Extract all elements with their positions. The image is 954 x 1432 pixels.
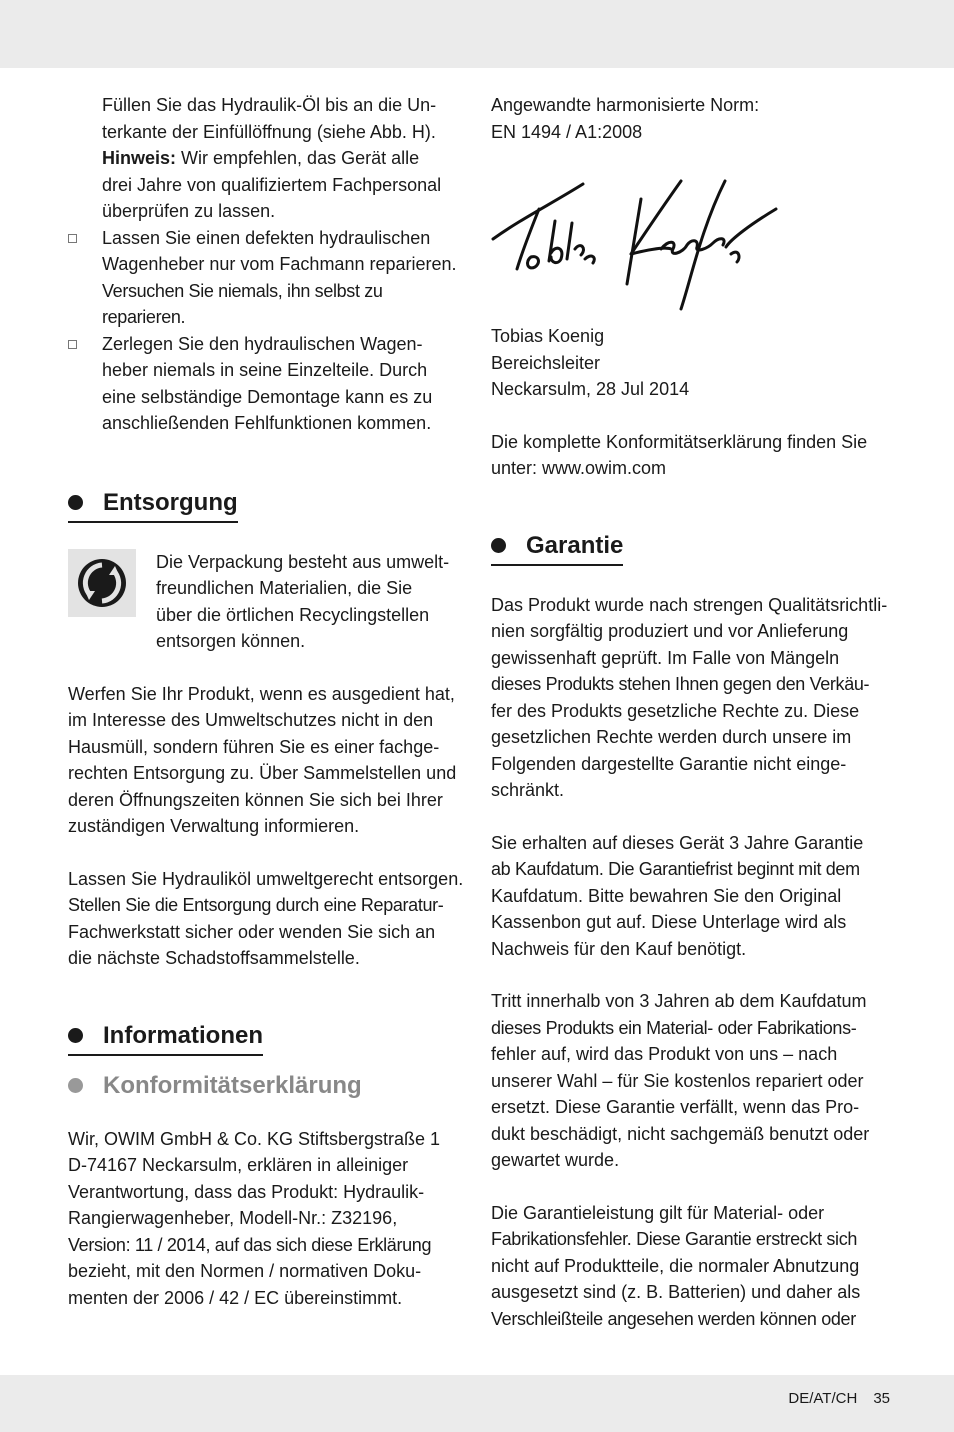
recycling-block (68, 549, 468, 655)
paragraph-line: Wir, OWIM GmbH & Co. KG Stiftsbergstraße 1 (68, 1128, 441, 1149)
paragraph-line: menten der 2006 / 42 / EC übereinstimmt. (68, 1287, 403, 1308)
paragraph-line: rechten Entsorgung zu. Über Sammelstellen und (68, 763, 457, 783)
list-item (68, 225, 468, 331)
paragraph-line: ersetzt. Diese Garantie verfällt, wenn das Pro- (491, 1097, 860, 1117)
paragraph-line: schränkt. (491, 780, 565, 800)
heading-dot-icon (68, 495, 83, 510)
paragraph-line: fehler auf, wird das Produkt von uns – nach (491, 1044, 838, 1064)
oil-paragraph (68, 866, 468, 972)
paragraph-line: Werfen Sie Ihr Produkt, wenn es ausgedient hat, (68, 683, 455, 704)
signer-place-date: Neckarsulm, 28 Jul 2014 (491, 379, 690, 399)
footer-region: DE/AT/CH (788, 1390, 858, 1407)
paragraph-line: Kaufdatum. Bitte bewahren Sie den Original (491, 885, 842, 906)
top-band (0, 0, 954, 68)
section-heading-entsorgung (68, 489, 238, 523)
bullet-square-icon (68, 340, 77, 349)
list-item-line: heber niemals in seine Einzelteile. Durch (102, 360, 428, 380)
list-item-line: Versuchen Sie niemals, ihn selbst zu reparieren. (102, 280, 383, 327)
hint-text: Wir empfehlen, das Gerät alle (176, 148, 420, 168)
subheading-text: Konformitätserklärung (103, 1071, 362, 1099)
garantie-paragraph (491, 1200, 891, 1333)
hint-line (68, 145, 468, 172)
paragraph-line: unter: www.owim.com (491, 458, 667, 478)
list-item-line: Lassen Sie einen defekten hydraulischen (102, 227, 431, 248)
paragraph-line: Fachwerkstatt sicher oder wenden Sie sich an (68, 921, 436, 942)
paragraph-line: Die Garantieleistung gilt für Material- oder (491, 1202, 825, 1223)
paragraph-line: dieses Produkts ein Material- oder Fabrikations- (491, 1017, 857, 1038)
paragraph-line: fer des Produkts gesetzliche Rechte zu. Diese (491, 700, 860, 721)
recycle-text-line: entsorgen können. (156, 631, 306, 651)
hint-line: drei Jahre von qualifiziertem Fachpersonal (102, 174, 442, 195)
bullet-square-icon (68, 234, 77, 243)
recycling-green-dot-icon (68, 549, 136, 617)
paragraph-line: Lassen Sie Hydrauliköl umweltgerecht entsorgen. (68, 868, 464, 889)
section-heading-garantie (491, 532, 623, 566)
heading-dot-icon (68, 1028, 83, 1043)
paragraph-line: Fabrikationsfehler. Diese Garantie erstreckt sich (491, 1229, 858, 1249)
paragraph-line: D-74167 Neckarsulm, erklären in alleiniger (68, 1155, 409, 1175)
paragraph-line: nien sorgfältig produziert und vor Anlieferung (491, 621, 849, 641)
paragraph-line: ab Kaufdatum. Die Garantiefrist beginnt mit dem (491, 859, 860, 879)
section-heading-informationen (68, 1022, 263, 1056)
paragraph-line: gewissenhaft geprüft. Im Falle von Mängeln (491, 647, 840, 668)
paragraph-line: gewartet wurde. (491, 1150, 620, 1170)
heading-dot-icon (68, 1078, 83, 1093)
heading-dot-icon (491, 538, 506, 553)
recycle-text-line: freundlichen Materialien, die Sie (156, 578, 413, 598)
handwritten-signature (491, 169, 791, 319)
recycle-text-line: Die Verpackung besteht aus umwelt- (156, 551, 450, 572)
paragraph-line: bezieht, mit den Normen / normativen Doku- (68, 1261, 422, 1281)
paragraph-line: dieses Produkts stehen Ihnen gegen den Verkäu- (491, 674, 870, 694)
garantie-paragraph (491, 830, 891, 963)
hint-line: überprüfen zu lassen. (102, 201, 276, 221)
page-number: 35 (873, 1390, 890, 1407)
paragraph-line: ausgesetzt sind (z. B. Batterien) und daher als (491, 1282, 861, 1302)
paragraph-line: unserer Wahl – für Sie kostenlos repariert oder (491, 1070, 864, 1091)
section-heading-text: Garantie (526, 531, 624, 559)
paragraph-line: Hausmüll, sondern führen Sie es einer fachge- (68, 736, 440, 757)
dispose-paragraph (68, 681, 468, 840)
paragraph-line: die nächste Schadstoffsammelstelle. (68, 948, 360, 968)
paragraph-line: Sie erhalten auf dieses Gerät 3 Jahre Garantie (491, 832, 864, 853)
paragraph-line: Tritt innerhalb von 3 Jahren ab dem Kaufdatum (491, 991, 867, 1011)
list-item-line: anschließenden Fehlfunktionen kommen. (102, 413, 432, 433)
section-heading-text: Informationen (103, 1021, 263, 1049)
paragraph-line: nicht auf Produktteile, die normaler Abnutzung (491, 1255, 860, 1276)
recycle-text-line: über die örtlichen Recyclingstellen (156, 604, 430, 625)
paragraph-line: Rangierwagenheber, Modell-Nr.: Z32196, (68, 1208, 398, 1228)
intro-line: terkante der Einfüllöffnung (siehe Abb. H). (102, 121, 436, 142)
paragraph-line: Das Produkt wurde nach strengen Qualitätsrichtli- (491, 594, 888, 615)
page-footer (788, 1390, 890, 1407)
norm-line: Angewandte harmonisierte Norm: (491, 95, 760, 115)
paragraph-line: Version: 11 / 2014, auf das sich diese Erklärung (68, 1234, 432, 1255)
paragraph-line: Kassenbon gut auf. Diese Unterlage wird als (491, 912, 847, 932)
paragraph-line: im Interesse des Umweltschutzes nicht in den (68, 710, 434, 730)
list-item-line: Zerlegen Sie den hydraulischen Wagen- (102, 333, 423, 354)
paragraph-line: Folgenden dargestellte Garantie nicht einge- (491, 753, 847, 774)
paragraph-line: gesetzlichen Rechte werden durch unsere im (491, 727, 852, 747)
intro-line: Füllen Sie das Hydraulik-Öl bis an die Un- (102, 95, 437, 115)
hint-label: Hinweis: (102, 148, 177, 168)
paragraph-line: Nachweis für den Kauf benötigt. (491, 938, 747, 959)
list-item-line: Wagenheber nur vom Fachmann reparieren. (102, 254, 457, 274)
section-heading-text: Entsorgung (103, 488, 238, 516)
list-item (68, 331, 468, 437)
signer-name: Tobias Koenig (491, 326, 605, 346)
paragraph-line: Stellen Sie die Entsorgung durch eine Reparatur- (68, 895, 444, 915)
paragraph-line: deren Öffnungszeiten können Sie sich bei Ihrer (68, 789, 443, 810)
signer-title: Bereichsleiter (491, 352, 601, 373)
paragraph-line: Verschleißteile angesehen werden können oder (491, 1308, 856, 1329)
right-column (491, 92, 891, 1332)
konformitaet-paragraph (68, 1126, 468, 1312)
list-item-line: eine selbständige Demontage kann es zu (102, 386, 433, 407)
garantie-paragraph (491, 592, 891, 804)
paragraph-line: Die komplette Konformitätserklärung finden Sie (491, 431, 868, 452)
subheading-konformitaet (68, 1072, 468, 1100)
garantie-paragraph (491, 988, 891, 1174)
paragraph-line: Verantwortung, dass das Produkt: Hydraulik- (68, 1181, 425, 1202)
paragraph-line: dukt beschädigt, nicht sachgemäß benutzt oder (491, 1123, 870, 1144)
norm-line: EN 1494 / A1:2008 (491, 121, 643, 142)
paragraph-line: zuständigen Verwaltung informieren. (68, 816, 360, 836)
left-column (68, 92, 468, 1311)
